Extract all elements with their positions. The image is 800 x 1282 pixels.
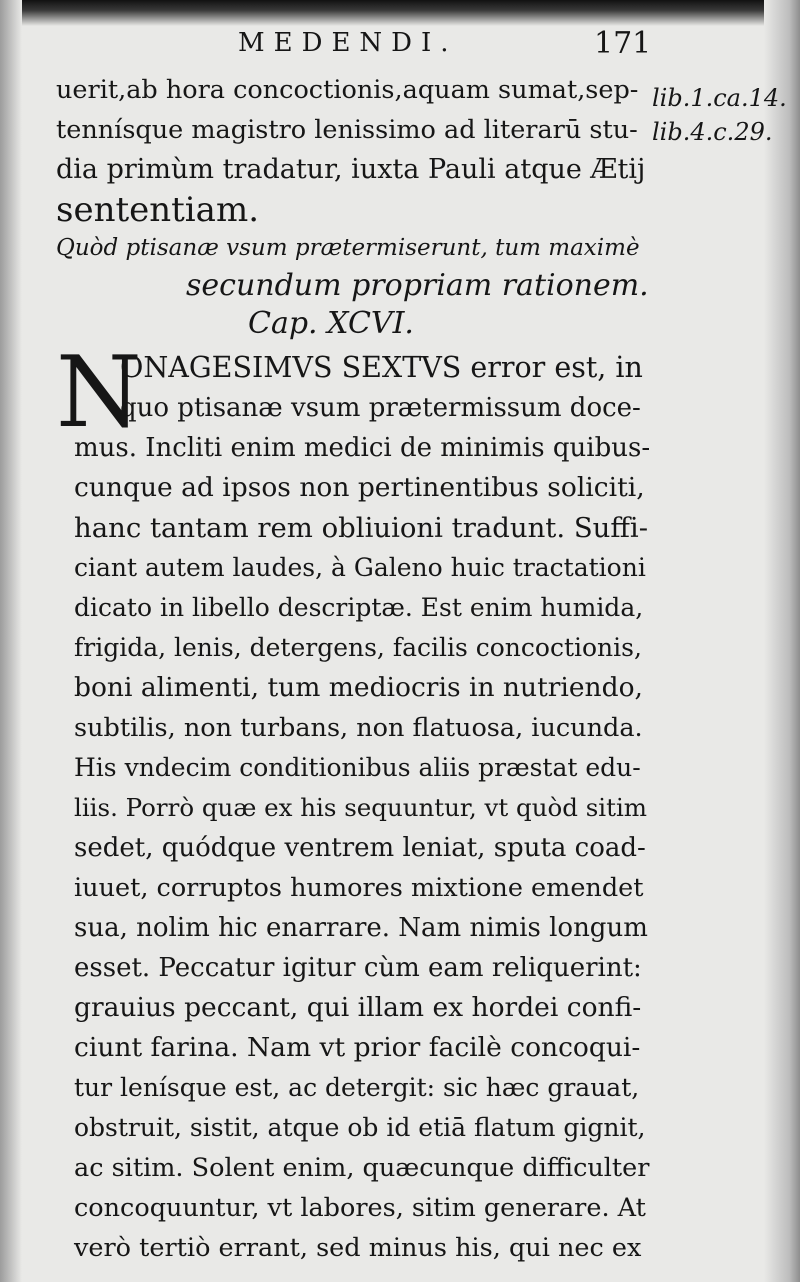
text-line: dia primùm tradatur, iuxta Pauli atque Ætij [56,154,646,185]
body-line: ciunt farina. Nam vt prior facilè concoqui- [74,1032,641,1063]
body-line: iuuet, corruptos humores mixtione emendet [74,873,644,903]
body-line: subtilis, non turbans, non flatuosa, iucunda. [74,713,643,743]
body-line: tur lenísque est, ac detergit: sic hæc grauat, [74,1073,640,1102]
page-right-shadow [764,0,800,1282]
body-line: frigida, lenis, detergens, facilis concoctionis, [74,633,642,662]
page-top-shadow [0,0,800,26]
body-line: hanc tantam rem obliuioni tradunt. Suffi- [74,512,649,544]
body-line: obstruit, sistit, atque ob id etiā flatum gignit, [74,1113,646,1142]
body-line: concoquuntur, vt labores, sitim generare. At [74,1193,646,1223]
body-line: cunque ad ipsos non pertinentibus soliciti, [74,472,645,503]
body-line: quo ptisanæ vsum prætermissum doce- [120,393,641,423]
body-line: sedet, quódque ventrem leniat, sputa coad- [74,833,646,863]
body-line: ac sitim. Solent enim, quæcunque difficulter [74,1153,650,1183]
margin-note: lib.4.c.29. [652,118,773,146]
body-line: dicato in libello descriptæ. Est enim humida, [74,593,644,622]
section-heading-line: Quòd ptisanæ vsum prætermiserunt, tum maximè [56,235,640,261]
body-line: verò tertiò errant, sed minus his, qui nec ex [74,1233,642,1263]
text-line: sententiam. [56,190,260,230]
body-line: sua, nolim hic enarrare. Nam nimis longum [74,913,648,943]
page-left-shadow [0,0,22,1282]
margin-note: lib.1.ca.14. [652,84,787,112]
drop-cap: N [56,336,142,450]
chapter-label: Cap. XCVI. [248,306,414,341]
body-line: mus. Incliti enim medici de minimis quibus- [74,433,651,463]
text-line: tennísque magistro lenissimo ad literarū stu- [56,115,638,145]
body-line: ciant autem laudes, à Galeno huic tractationi [74,553,646,582]
body-line: boni alimenti, tum mediocris in nutriendo, [74,672,643,703]
body-line: His vndecim conditionibus aliis præstat edu- [74,753,641,782]
text-line: uerit,ab hora concoctionis,aquam sumat,sep- [56,75,639,105]
body-line: esset. Peccatur igitur cùm eam reliquerint: [74,953,642,983]
running-head: MEDENDI. [238,28,458,58]
body-line: ONAGESIMVS SEXTVS error est, in [120,351,643,384]
page-number: 171 [594,26,652,61]
body-line: liis. Porrò quæ ex his sequuntur, vt quòd sitim [74,793,648,822]
section-heading-line: secundum propriam rationem. [186,268,649,303]
body-line: grauius peccant, qui illam ex hordei confi- [74,992,642,1023]
